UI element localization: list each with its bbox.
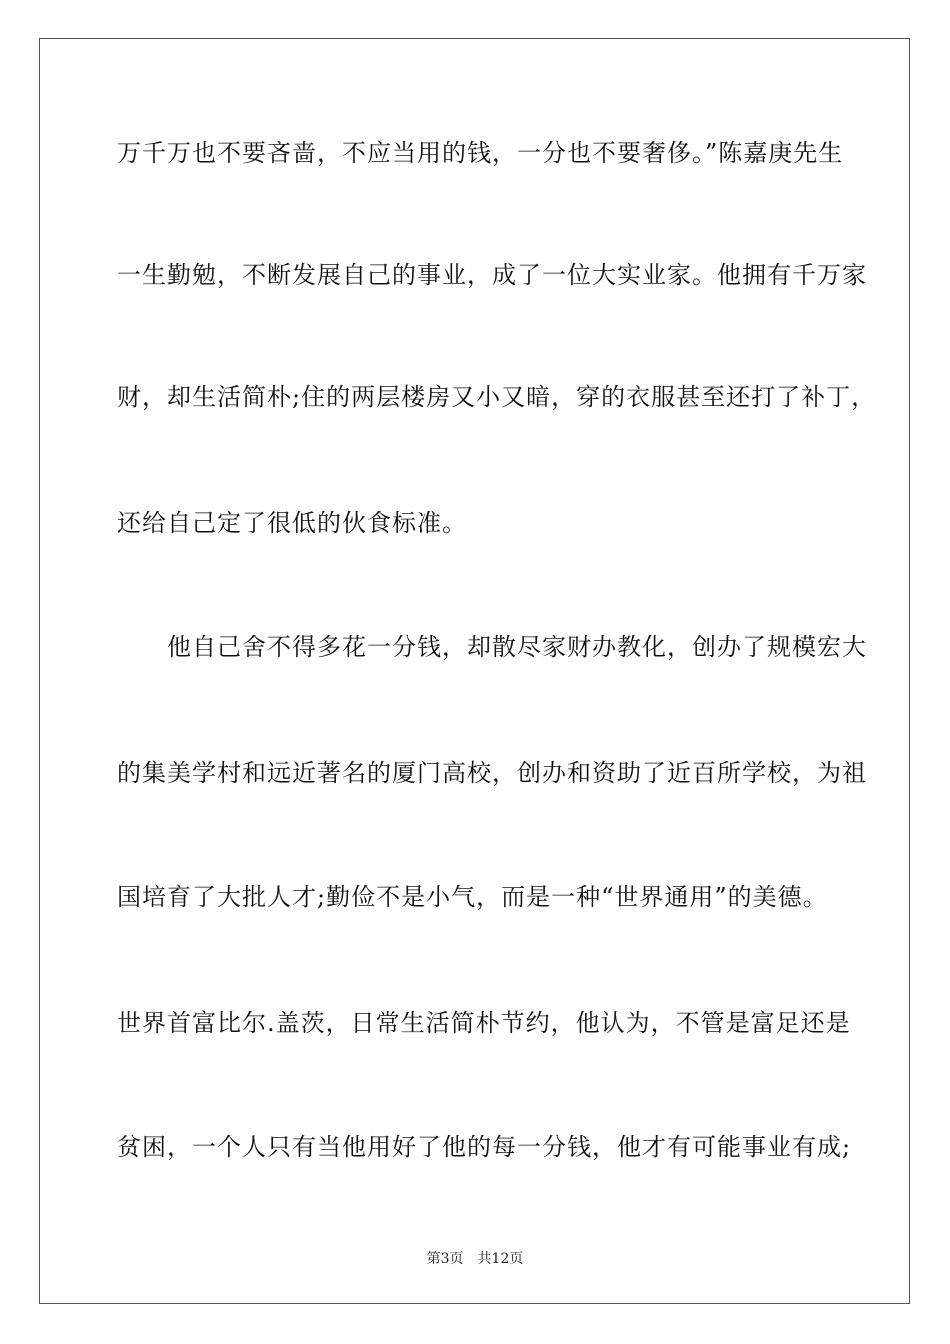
total-pages: 共12页 — [477, 1251, 524, 1267]
text-line: 万千万也不要吝啬，不应当用的钱，一分也不要奢侈。”陈嘉庚先生 — [117, 139, 844, 167]
text-line: 财，却生活简朴;住的两层楼房又小又暗，穿的衣服甚至还打了补丁， — [117, 383, 877, 411]
text-line: 一生勤勉，不断发展自己的事业，成了一位大实业家。他拥有千万家 — [117, 261, 867, 289]
text-line: 国培育了大批人才;勤俭不是小气，而是一种“世界通用”的美德。 — [117, 883, 828, 911]
text-line: 贫困，一个人只有当他用好了他的每一分钱，他才有可能事业有成; — [117, 1133, 852, 1161]
page-number: 第3页 — [426, 1251, 464, 1267]
page-border — [39, 38, 910, 1304]
text-line: 世界首富比尔.盖茨，日常生活简朴节约，他认为，不管是富足还是 — [117, 1009, 851, 1037]
text-line: 还给自己定了很低的伙食标准。 — [117, 509, 467, 537]
text-line: 的集美学村和远近著名的厦门高校，创办和资助了近百所学校，为祖 — [117, 759, 867, 787]
page-footer — [0, 1250, 950, 1268]
text-line: 他自己舍不得多花一分钱，却散尽家财办教化，创办了规模宏大 — [117, 633, 867, 661]
